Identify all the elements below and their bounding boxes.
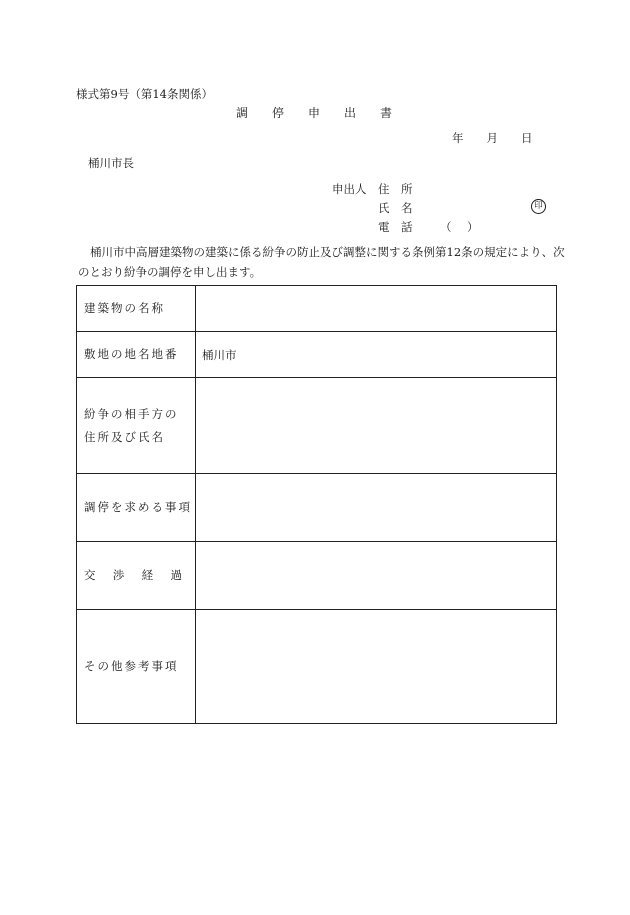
counterparty-label-line2: 住所及び氏名 <box>84 429 165 444</box>
negotiation-label-char: 交 <box>84 568 96 582</box>
building-name-field[interactable] <box>196 286 557 332</box>
negotiation-label-char: 過 <box>170 568 182 582</box>
negotiation-label-char: 渉 <box>112 568 125 582</box>
applicant-name-label: 氏 名 <box>378 201 413 215</box>
table-row <box>77 286 557 332</box>
row-label-requested-matters: 調停を求める事項 <box>77 474 196 542</box>
date-line: 年 月 日 <box>452 131 533 145</box>
counterparty-label-line1: 紛争の相手方の <box>84 406 179 421</box>
counterparty-field[interactable] <box>196 378 557 474</box>
table-row <box>77 378 557 474</box>
table-row <box>77 610 557 724</box>
row-label-other-references: その他参考事項 <box>77 610 196 724</box>
application-table <box>76 285 557 724</box>
negotiation-history-field[interactable] <box>196 542 557 610</box>
negotiation-label-char: 経 <box>141 568 154 582</box>
row-label-counterparty <box>77 378 196 474</box>
applicant-label: 申出人 <box>332 182 367 196</box>
body-text: 桶川市中高層建築物の建築に係る紛争の防止及び調整に関する条例第12条の規定により、次のとおり紛争の調停を申し出ます。 <box>78 245 565 279</box>
row-label-negotiation-history <box>77 542 196 610</box>
table-row <box>77 332 557 378</box>
negotiation-history-label <box>84 564 182 587</box>
phone-paren-open: （ <box>440 220 452 234</box>
row-label-site-address: 敷地の地名地番 <box>77 332 196 378</box>
seal-mark: 印 <box>531 199 546 214</box>
site-address-field[interactable]: 桶川市 <box>196 332 557 378</box>
row-label-building-name: 建築物の名称 <box>77 286 196 332</box>
other-references-field[interactable] <box>196 610 557 724</box>
document-title: 調 停 申 出 書 <box>236 106 393 120</box>
form-number: 様式第9号（第14条関係） <box>76 87 213 101</box>
phone-paren-close: ） <box>467 220 479 234</box>
table-row <box>77 542 557 610</box>
applicant-phone-label: 電 話 <box>378 220 413 234</box>
recipient: 桶川市長 <box>88 156 134 170</box>
requested-matters-field[interactable] <box>196 474 557 542</box>
table-row <box>77 474 557 542</box>
applicant-address-label: 住 所 <box>378 182 413 196</box>
